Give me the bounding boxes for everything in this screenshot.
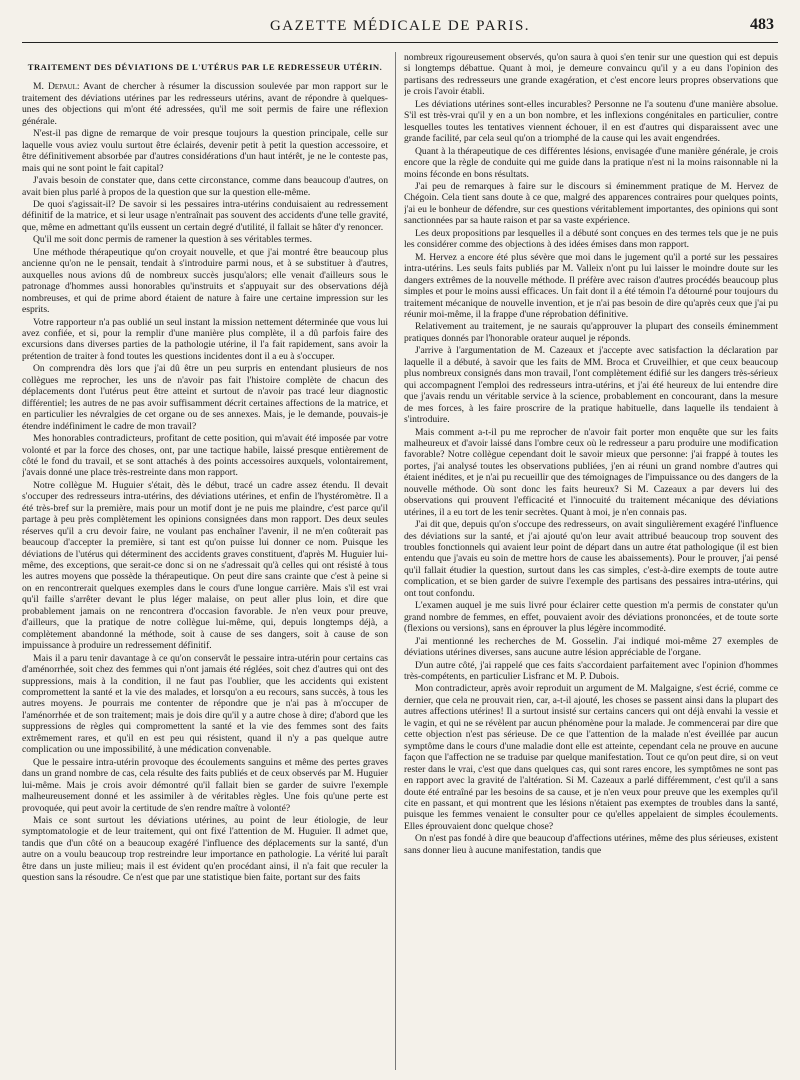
section-title: TRAITEMENT DES DÉVIATIONS DE L'UTÉRUS PAR LE REDRESSEUR UTÉRIN.	[27, 62, 383, 72]
paragraph: Votre rapporteur n'a pas oublié un seul instant la mission nettement déterminée que vous lui avez confiée, et si, pour la remplir d'une manière plus complète, il a dû parfois faire des excursions dans diverses parties de la pathologie utérine, il l'a fait rapidement, sans avoir la prétention de traiter à fond toutes les questions incidentes dont il a eu à s'occuper.	[22, 316, 388, 362]
page-number: 483	[750, 16, 774, 33]
paragraph	[22, 81, 388, 127]
paragraph: Notre collègue M. Huguier s'était, dès le début, tracé un cadre assez étendu. Il devait s'occuper des redresseurs intra-utérins, des déviations utérines, et enfin de l'hystéromètre. Il a été très-bref sur la première, mais pour un motif dont je ne puis me plaindre, c'est parce qu'il partage à peu près complètement les opinions consignées dans mon rapport. Des deux seules réserves qu'il a cru devoir faire, ne voulant pas enchaîner l'avenir, il ne m'en coûterait pas beaucoup d'accepter la première, si tant est qu'on puisse lui donner ce nom. Puisque les déviations de l'utérus qui déterminent des accidents graves constituent, d'après M. Huguier lui-même, des exceptions, que serait-ce donc si on ne s'adressait qu'à celles qui ont résisté à tous les autres moyens que possède la thérapeutique. On peut dire sans crainte que c'est à peine si on en rencontrerait quelques exemples dans le cours d'une longue carrière. Mais s'il est vrai qu'il faille s'arrêter devant le plus léger malaise, on peut aller plus loin, et dire que probablement jamais on ne rencontrera d'occasion favorable. Je n'en veux pour preuve, d'ailleurs, que la pratique de notre collègue lui-même, qui, depuis longtemps déjà, a complètement abandonné la méthode, soit à cause de ses dangers, soit à cause de son impuissance à produire un redressement définitif.	[22, 479, 388, 652]
paragraph: Mais ce sont surtout les déviations utérines, au point de leur étiologie, de leur symptomatologie et de leur traitement, qui ont fixé l'attention de M. Huguier. Il admet que, tandis que d'un côté on a beaucoup exagéré l'influence des déplacements sur la santé, d'un autre on a voulu beaucoup trop restreindre leur importance en pathologie. La vérité lui paraît être dans un juste milieu; mais il est évident qu'en procédant ainsi, il n'a fait que reculer la question sans la résoudre. Ce n'est que par une statistique bien faite, portant sur des faits	[22, 815, 388, 884]
speaker-name: M. Depaul	[33, 81, 77, 93]
column-divider	[395, 52, 396, 1070]
page-header	[22, 16, 778, 43]
paragraph: Une méthode thérapeutique qu'on croyait nouvelle, et que j'ai montré être beaucoup plus ancienne qu'on ne le pensait, tendait à s'introduire parmi nous, et à se substituer à d'autres, auxquelles nous avions dû de nombreux succès jusqu'alors; elle venait d'ailleurs sous le patronage d'hommes aussi honorables qu'instruits et s'appuyait sur des observations déjà nombreuses, et qui de prime abord étaient de nature à faire une certaine impression sur les esprits.	[22, 246, 388, 316]
paragraph: N'est-il pas digne de remarque de voir presque toujours la question principale, celle sur laquelle vous aviez voulu surtout être éclairés, devenir petit à petit la question accessoire, et être définitivement absorbée par d'autres considérations d'un haut intérêt, je ne le conteste pas, mais qui ne sont point le fait capital?	[22, 128, 388, 174]
paragraph: On comprendra dès lors que j'ai dû être un peu surpris en entendant plusieurs de nos collègues me reprocher, les uns de n'avoir pas fait l'histoire complète de chacun des déplacements dont l'utérus peut être atteint et surtout de n'avoir pas tracé leur diagnostic différentiel; les autres de ne pas avoir suffisamment décrit certaines affections de la matrice, et en particulier les névralgies de cet organe ou de ses annexes. Mais, je le demande, pouvais-je étendre indéfiniment le cadre de mon travail?	[22, 363, 388, 432]
left-column	[22, 52, 388, 1072]
paragraph: On n'est pas fondé à dire que beaucoup d'affections utérines, même des plus sérieuses, existent sans donner lieu à aucune manifestation, tandis que	[404, 833, 778, 856]
paragraph: L'examen auquel je me suis livré pour éclairer cette question m'a permis de constater qu'un grand nombre de femmes, en effet, pouvaient avoir des déviations prononcées, et de toute sorte (flexions ou versions), sans en éprouver la plus légère incommodité.	[404, 600, 778, 635]
paragraph: Mes honorables contradicteurs, profitant de cette position, qui m'avait été imposée par votre volonté et par la force des choses, ont, par une tactique habile, laissé presque entièrement de côté le fond du travail, et se sont attachés à des points accessoires auxquels, volontairement, j'avais donné une place très-restreinte dans mon rapport.	[22, 433, 388, 479]
running-title: GAZETTE MÉDICALE DE PARIS.	[269, 18, 531, 34]
paragraph: J'ai mentionné les recherches de M. Gosselin. J'ai indiqué moi-même 27 exemples de déviations utérines diverses, sans aucune autre lésion appréciable de l'organe.	[404, 635, 778, 659]
paragraph: Mon contradicteur, après avoir reproduit un argument de M. Malgaigne, s'est écrié, comme ce dernier, que cela ne prouvait rien, car, a-t-il ajouté, les choses se passent ainsi dans la plupart des autres affections utérines! Il a surtout insisté sur certains cancers qui ont déjà envahi la vessie et le vagin, et qui ne se révèlent par aucun phénomène pour la malade. Je commencerai par dire que cette objection n'est pas sérieuse. De ce que l'attention de la malade n'est éveillée par aucun symptôme dans le cours d'une maladie dont elle est atteinte, cependant cela ne prouve en aucune façon que l'affection ne se traduise par quelque manifestation. Tout ce qu'on peut dire, si on veut rester dans le vrai, c'est que dans quelques cas, qui sont rares encore, les symptômes ne sont pas en rapport avec la gravité de l'altération. Si M. Cazeaux a parlé différemment, c'est qu'il a sans doute été entraîné par les besoins de sa cause, et je n'en veux pour preuve que les exemples qu'il cite en passant, et qui montrent que les lésions n'étaient pas exemptes de troubles dans la santé, puisque les femmes venaient le consulter pour ce qu'elles appelaient de simples écoulements. Elles éprouvaient donc quelque chose?	[404, 683, 778, 832]
paragraph: J'arrive à l'argumentation de M. Cazeaux et j'accepte avec satisfaction la déclaration par laquelle il a débuté, à savoir que les faits de MM. Broca et Cruveilhier, et que ceux beaucoup plus nombreux consignés dans mon travail, l'ont complètement édifié sur les dangers très-sérieux qui accompagnent l'emploi des redresseurs intra-utérins, et j'ai été heureux de lui entendre dire que j'avais rendu un véritable service à la science, probablement en concourant, dans la mesure de mes forces, à les faire proscrire de la pratique habituelle, dans laquelle ils tendaient à s'introduire.	[404, 345, 778, 426]
paragraph: Les deux propositions par lesquelles il a débuté sont conçues en des termes tels que je ne puis les considérer comme des objections à des idées émises dans mon rapport.	[404, 227, 778, 251]
paragraph: J'ai peu de remarques à faire sur le discours si éminemment pratique de M. Hervez de Chégoin. Cela tient sans doute à ce que, malgré des apparences contraires pour quelques points, j'ai eu le bonheur de défendre, sur ces questions véritablement importantes, des opinions qui sont sanctionnées par sa haute raison et par sa vaste expérience.	[404, 180, 778, 227]
paragraph: Mais il a paru tenir davantage à ce qu'on conservât le pessaire intra-utérin pour certains cas d'aménorrhée, soit chez des femmes qui n'ont jamais été réglées, soit chez d'autres qui ont des suppressions, mais à la condition, il ne faut pas l'oublier, que les accidents qui existent compromettent la santé et la vie des malades, et lorsqu'on a eu recours, sans succès, à tous les autres moyens. Je pourrais me contenter de répondre que je n'ai pas à m'occuper de l'aménorrhée et de son traitement; mais je dois dire qu'il y a autre chose à dire; d'abord que les suppressions de règles qui compromettent la santé et la vie des femmes sont des faits extrêmement rares, et qu'il en est peu qui résistent, quand il n'y a pas quelque autre complication ou une impossibilité, à une médication convenable.	[22, 652, 388, 756]
paragraph: M. Hervez a encore été plus sévère que moi dans le jugement qu'il a porté sur les pessaires intra-utérins. Les seuls faits publiés par M. Valleix n'ont pu lui laisser le moindre doute sur les dangers extrêmes de la nouvelle méthode. Il préfère avec raison d'autres procédés beaucoup plus simples et pour le moins aussi efficaces. Un fait dont il a été témoin l'a détourné pour toujours du traitement mécanique de nouvelle invention, et je n'ai pas besoin de dire qu'après ceux que j'ai pu réunir moi-même, il la frappe d'une réprobation définitive.	[404, 251, 778, 320]
paragraph: De quoi s'agissait-il? De savoir si les pessaires intra-utérins conduisaient au redressement définitif de la matrice, et si leur usage n'entraînait pas souvent des accidents d'une telle gravité, que, même en admettant qu'ils eussent un certain degré d'utilité, il fallait se hâter d'y renoncer.	[22, 198, 388, 233]
paragraph: Quant à la thérapeutique de ces différentes lésions, envisagée d'une manière générale, je crois encore que la règle de conduite qui me guide dans la pratique n'est ni la moins raisonnable ni la moins féconde en bons résultats.	[404, 145, 778, 180]
paragraph-text: : Avant de chercher à résumer la discussion soulevée par mon rapport sur le traitement des déviations utérines par les redresseurs utérins, avant de répondre à quelques-unes des objections qui m'ont été adressées, qu'il me soit permis de faire une réflexion générale.	[22, 81, 388, 127]
paragraph: Que le pessaire intra-utérin provoque des écoulements sanguins et même des pertes graves dans un grand nombre de cas, cela résulte des faits publiés et de ceux observés par M. Huguier lui-même. Mais je crois avoir démontré qu'il fallait bien se garder de suivre l'exemple malheureusement donné et les assimiler à de véritables règles. Une fois qu'une perte est provoquée, qui peut avoir la certitude de s'en rendre maître à volonté?	[22, 756, 388, 814]
paragraph: J'ai dit que, depuis qu'on s'occupe des redresseurs, on avait singulièrement exagéré l'influence des déviations sur la santé, et j'ai ajouté qu'on leur avait attribué beaucoup trop souvent des troubles fonctionnels qui avaient leur point de départ dans un autre état pathologique (il est bien entendu que j'avais eu soin de mettre hors de cause les abaissements). Pour le prouver, j'ai pensé qu'il fallait étudier la question, surtout dans les cas simples, c'est-à-dire exempts de toute autre complication, et se bien garder de suivre l'exemple des partisans des pessaires intra-utérins, qui ont tout confondu.	[404, 519, 778, 599]
paragraph: Les déviations utérines sont-elles incurables? Personne ne l'a soutenu d'une manière absolue. S'il est très-vrai qu'il y en a un bon nombre, et les inflexions congénitales en particulier, contre lesquelles toutes les tentatives viennent échouer, il en est d'autres qui disparaissent avec une grande facilité, par cela seul qu'on a triomphé de la cause qui les avait engendrées.	[404, 98, 778, 145]
paragraph: nombreux rigoureusement observés, qu'on saura à quoi s'en tenir sur une question qui est depuis si longtemps débattue. Quant à moi, je demeure convaincu qu'il y a eu dans l'opinion des partisans des redresseurs une grande exagération, et c'est encore leurs propres observations que je crois l'avoir établi.	[404, 52, 778, 98]
paragraph: Relativement au traitement, je ne saurais qu'approuver la plupart des conseils éminemment pratiques donnés par l'honorable orateur auquel je réponds.	[404, 321, 778, 344]
paragraph: Mais comment a-t-il pu me reprocher de n'avoir fait porter mon enquête que sur les faits malheureux et d'avoir laissé dans l'ombre ceux où le redresseur a paru produire une modification favorable? Notre collègue cependant doit le savoir mieux que personne: j'ai frappé à toutes les portes, j'ai analysé toutes les observations publiées, j'en ai réuni un grand nombre d'autres qui étaient inédites, et je n'ai pu recueillir que des témoignages de l'impuissance ou des dangers de la nouvelle méthode. Où sont donc les faits heureux? Si M. Cazeaux a par devers lui des observations qui prouvent l'efficacité et l'innocuité du traitement mécanique des déviations utérines, il a eu tort de les tenir secrètes. Quant à moi, je n'en connais pas.	[404, 426, 778, 518]
paragraph: Qu'il me soit donc permis de ramener la question à ses véritables termes.	[33, 234, 313, 246]
paragraph: J'avais besoin de constater que, dans cette circonstance, comme dans beaucoup d'autres, on avait bien plus parlé à propos de la question que sur la question elle-même.	[22, 175, 388, 198]
right-column	[404, 52, 778, 1072]
paragraph: D'un autre côté, j'ai rappelé que ces faits s'accordaient parfaitement avec l'opinion d'hommes très-compétents, en particulier Lisfranc et M. P. Dubois.	[404, 659, 778, 683]
